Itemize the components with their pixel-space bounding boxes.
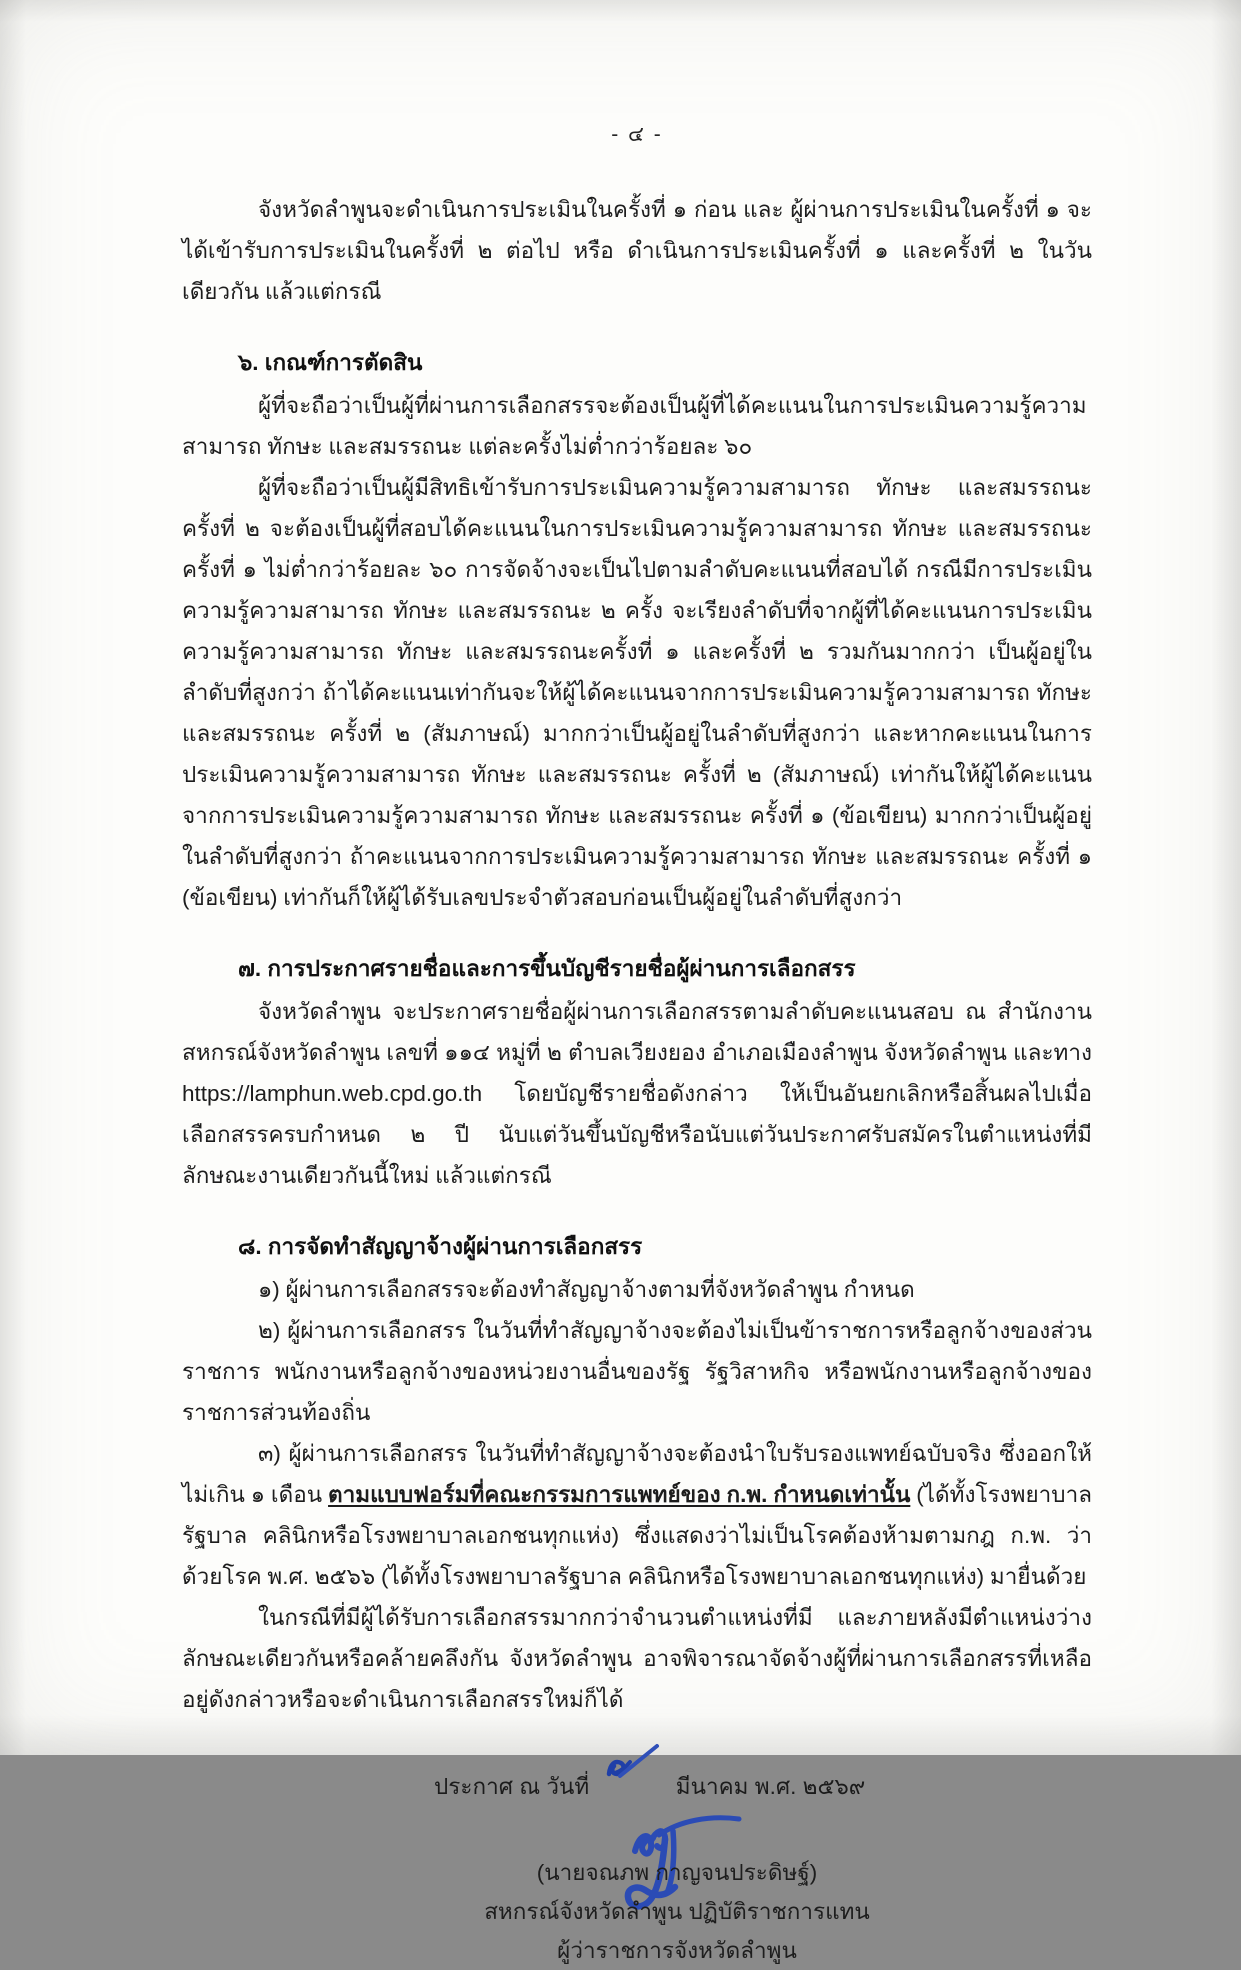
section-6-paragraph-1: ผู้ที่จะถือว่าเป็นผู้ที่ผ่านการเลือกสรรจะต้องเป็นผู้ที่ได้คะแนนในการประเมินความรู้ความสามารถ ทักษะ และสมรรถนะ แต่ละครั้งไม่ต่ำกว่าร้อยละ ๖๐ — [182, 393, 1087, 459]
section-6-heading: ๖. เกณฑ์การตัดสิน — [238, 350, 423, 375]
announcement-year-prefix: พ.ศ. — [754, 1774, 797, 1799]
page-number: - ๔ - — [611, 123, 663, 146]
intro-paragraph: จังหวัดลำพูนจะดำเนินการประเมินในครั้งที่ ๑ ก่อน และ ผู้ผ่านการประเมินในครั้งที่ ๑ จะได้เข้ารับการประเมินในครั้งที่ ๒ ต่อไป หรือ ดำเนินการประเมินครั้งที่ ๑ และครั้งที่ ๒ ในวันเดียวกัน แล้วแต่กรณี — [182, 197, 1092, 304]
section-8-item-1: ๑) ผู้ผ่านการเลือกสรรจะต้องทำสัญญาจ้างตามที่จังหวัดลำพูน กำหนด — [258, 1277, 915, 1302]
signature-block — [182, 1853, 1092, 1970]
scan-edge-left — [0, 0, 26, 1755]
announcement-year: ๒๕๖๙ — [802, 1774, 866, 1799]
signatory-name: (นายจณภพ กาญจนประดิษฐ์) — [536, 1860, 818, 1885]
section-8-item-3-part2: (ได้ทั้งโรงพยาบาลรัฐบาล คลินิกหรือโรงพยาบาลเอกชนทุกแห่ง) ซึ่งแสดงว่าไม่เป็นโรคต้องห้ามตามกฎ ก.พ. ว่าด้วยโรค พ.ศ. ๒๕๖๖ (ได้ทั้งโรงพยาบาลรัฐบาล คลินิกหรือโรงพยาบาลเอกชนทุกแห่ง) มายื่นด้วย — [182, 1482, 1092, 1589]
section-7-heading: ๗. การประกาศรายชื่อและการขึ้นบัญชีรายชื่อผู้ผ่านการเลือกสรร — [238, 956, 856, 981]
scan-edge-top — [0, 0, 1241, 22]
section-8-item-3-part1: ๓) ผู้ผ่านการเลือกสรร ในวันที่ทำสัญญาจ้างจะต้องนำใบรับรองแพทย์ฉบับจริง ซึ่งออกให้ไม่เกิน ๑ เดือน — [182, 1441, 1092, 1507]
section-8-item-2: ๒) ผู้ผ่านการเลือกสรร ในวันที่ทำสัญญาจ้างจะต้องไม่เป็นข้าราชการหรือลูกจ้างของส่วนราชการ พนักงานหรือลูกจ้างของหน่วยงานอื่นของรัฐ รัฐวิสาหกิจ หรือพนักงานหรือลูกจ้างของราชการส่วนท้องถิ่น — [182, 1318, 1092, 1425]
announcement-date-line — [182, 1766, 1092, 1807]
announcement-prefix: ประกาศ ณ วันที่ — [434, 1774, 590, 1799]
announcement-day-slot — [595, 1766, 669, 1807]
signatory-role-line-2: ผู้ว่าราชการจังหวัดลำพูน — [557, 1938, 797, 1963]
signatory-role-line-1: สหกรณ์จังหวัดลำพูน ปฏิบัติราชการแทน — [484, 1899, 870, 1924]
document-content — [182, 118, 1092, 1970]
section-8-item-3 — [182, 1433, 1092, 1597]
section-7-text-part1: จังหวัดลำพูน จะประกาศรายชื่อผู้ผ่านการเลือกสรรตามลำดับคะแนนสอบ ณ สำนักงานสหกรณ์จังหวัดลำพูน เลขที่ ๑๑๔ หมู่ที่ ๒ ตำบลเวียงยอง อำเภอเมืองลำพูน จังหวัดลำพูน และทาง — [182, 999, 1092, 1065]
section-6-paragraph-2: ผู้ที่จะถือว่าเป็นผู้มีสิทธิเข้ารับการประเมินความรู้ความสามารถ ทักษะ และสมรรถนะ ครั้งที่ ๒ จะต้องเป็นผู้ที่สอบได้คะแนนในการประเมินความรู้ความสามารถ ทักษะ และสมรรถนะครั้งที่ ๑ ไม่ต่ำกว่าร้อยละ ๖๐ การจัดจ้างจะเป็นไปตามลำดับคะแนนที่สอบได้ กรณีมีการประเมินความรู้ความสามารถ ทักษะ และสมรรถนะ ๒ ครั้ง จะเรียงลำดับที่จากผู้ที่ได้คะแนนการประเมินความรู้ความสามารถ ทักษะ และสมรรถนะครั้งที่ ๑ และครั้งที่ ๒ รวมกันมากกว่า เป็นผู้อยู่ในลำดับที่สูงกว่า ถ้าได้คะแนนเท่ากันจะให้ผู้ได้คะแนนจากการประเมินความรู้ความสามารถ ทักษะ และสมรรถนะ ครั้งที่ ๒ (สัมภาษณ์) มากกว่าเป็นผู้อยู่ในลำดับที่สูงกว่า และหากคะแนนในการประเมินความรู้ความสามารถ ทักษะ และสมรรถนะ ครั้งที่ ๒ (สัมภาษณ์) เท่ากันให้ผู้ได้คะแนนจากการประเมินความรู้ความสามารถ ทักษะ และสมรรถนะ ครั้งที่ ๑ (ข้อเขียน) มากกว่าเป็นผู้อยู่ในลำดับที่สูงกว่า ถ้าคะแนนจากการประเมินความรู้ความสามารถ ทักษะ และสมรรถนะ ครั้งที่ ๑ (ข้อเขียน) เท่ากันก็ให้ผู้ได้รับเลขประจำตัวสอบก่อนเป็นผู้อยู่ในลำดับที่สูงกว่า — [182, 475, 1092, 910]
section-8-closing-paragraph: ในกรณีที่มีผู้ได้รับการเลือกสรรมากกว่าจำนวนตำแหน่งที่มี และภายหลังมีตำแหน่งว่างลักษณะเดียวกันหรือคล้ายคลึงกัน จังหวัดลำพูน อาจพิจารณาจัดจ้างผู้ที่ผ่านการเลือกสรรที่เหลืออยู่ดังกล่าวหรือจะดำเนินการเลือกสรรใหม่ก็ได้ — [182, 1605, 1092, 1712]
medical-form-emphasis: ตามแบบฟอร์มที่คณะกรรมการแพทย์ของ ก.พ. กำหนดเท่านั้น — [328, 1482, 911, 1507]
announcement-url: https://lamphun.web.cpd.go.th — [182, 1081, 483, 1106]
section-7-text-part2: โดยบัญชีรายชื่อดังกล่าว ให้เป็นอันยกเลิกหรือสิ้นผลไปเมื่อเลือกสรรครบกำหนด ๒ ปี นับแต่วันขึ้นบัญชีหรือนับแต่วันประกาศรับสมัครในตำแหน่งที่มีลักษณะงานเดียวกันนี้ใหม่ แล้วแต่กรณี — [182, 1081, 1092, 1188]
section-7-paragraph — [182, 991, 1092, 1196]
announcement-month: มีนาคม — [675, 1774, 749, 1799]
handwritten-day-mark — [599, 1740, 669, 1788]
scan-edge-right — [1211, 0, 1241, 1755]
section-8-heading: ๘. การจัดทำสัญญาจ้างผู้ผ่านการเลือกสรร — [238, 1234, 643, 1259]
